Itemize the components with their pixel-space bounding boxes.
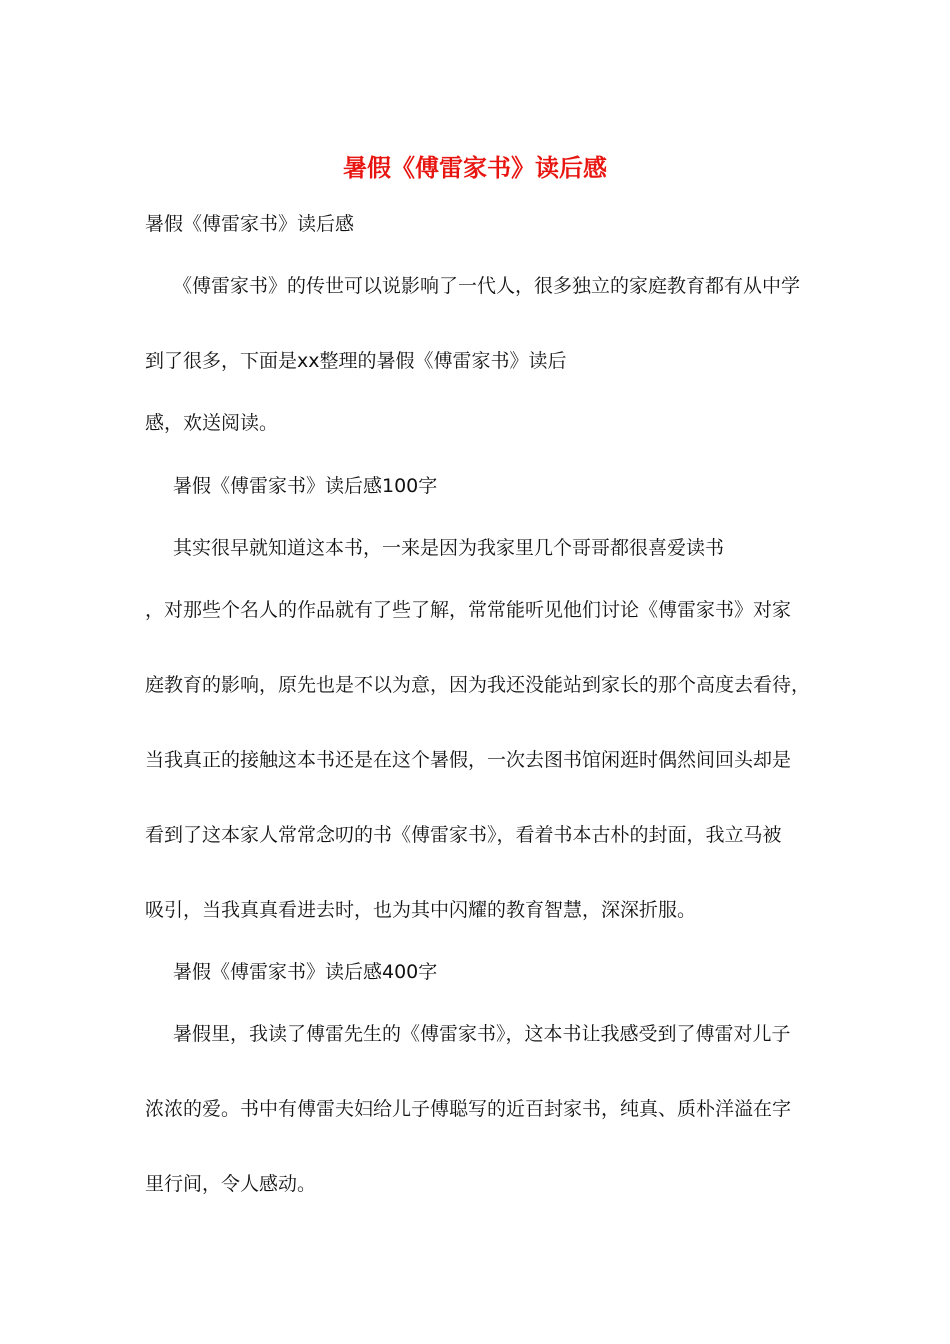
paragraph-line: 《傅雷家书》的传世可以说影响了一代人，很多独立的家庭教育都有从中学 [173,275,801,297]
document-title: 暑假《傅雷家书》读后感 [343,154,607,182]
paragraph-line: ，对那些个名人的作品就有了些了解，常常能听见他们讨论《傅雷家书》对家 [145,599,792,621]
paragraph-line: 其实很早就知道这本书，一来是因为我家里几个哥哥都很喜爱读书 [173,537,725,559]
paragraph-line: 感，欢送阅读。 [145,412,279,434]
paragraph-line: 吸引，当我真真看进去时，也为其中闪耀的教育智慧，深深折服。 [145,899,697,921]
paragraph-line: 浓浓的爱。书中有傅雷夫妇给儿子傅聪写的近百封家书，纯真、质朴洋溢在字 [145,1098,792,1120]
paragraph-line: 到了很多，下面是xx整理的暑假《傅雷家书》读后 [145,350,567,372]
paragraph-line: 庭教育的影响，原先也是不以为意，因为我还没能站到家长的那个高度去看待， [145,674,811,696]
paragraph-line: 暑假里，我读了傅雷先生的《傅雷家书》，这本书让我感受到了傅雷对儿子 [173,1023,791,1045]
paragraph-line: 看到了这本家人常常念叨的书《傅雷家书》，看着书本古朴的封面，我立马被 [145,824,782,846]
section-heading-400: 暑假《傅雷家书》读后感400字 [173,961,438,983]
subtitle-line: 暑假《傅雷家书》读后感 [145,213,355,235]
paragraph-line: 当我真正的接触这本书还是在这个暑假，一次去图书馆闲逛时偶然间回头却是 [145,749,792,771]
paragraph-line: 里行间，令人感动。 [145,1173,317,1195]
section-heading-100: 暑假《傅雷家书》读后感100字 [173,475,438,497]
